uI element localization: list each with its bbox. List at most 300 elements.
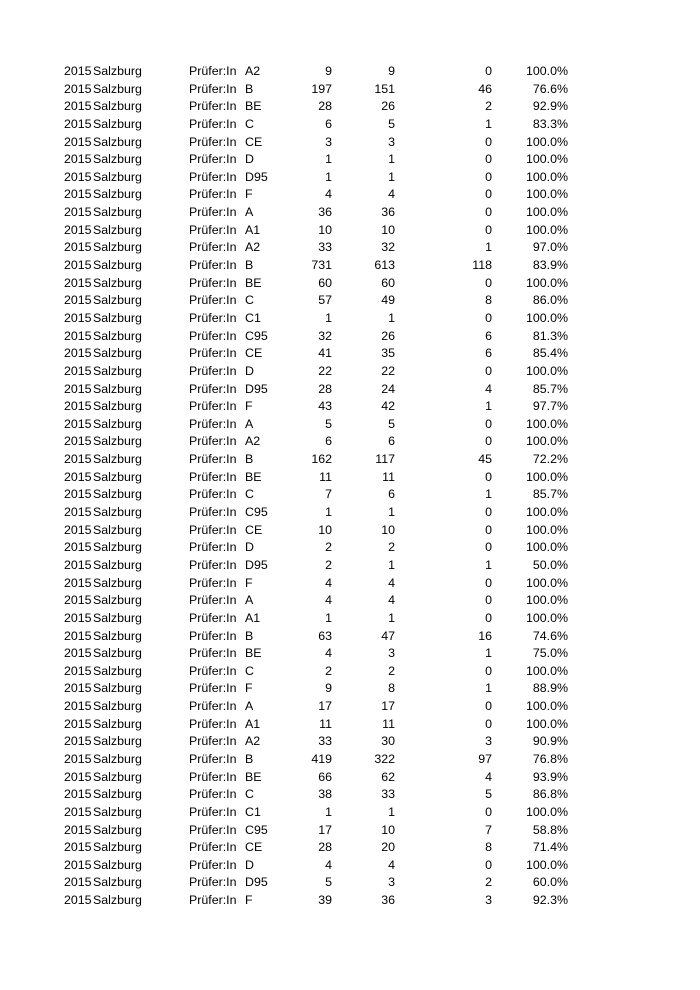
table-row	[0, 892, 700, 910]
total-count-cell: 63	[318, 628, 332, 643]
license-class-cell: D95	[245, 875, 268, 890]
table-row	[0, 204, 700, 222]
passed-count-cell: 1	[388, 152, 395, 167]
city-cell: Salzburg	[93, 205, 142, 220]
examiner-cell: Prüfer:In	[189, 416, 237, 431]
table-row	[0, 151, 700, 169]
pass-rate-cell: 100.0%	[525, 275, 568, 290]
pass-rate-cell: 58.8%	[532, 822, 568, 837]
city-cell: Salzburg	[93, 187, 142, 202]
passed-count-cell: 1	[388, 505, 395, 520]
passed-count-cell: 4	[388, 593, 395, 608]
year-cell: 2015	[64, 469, 92, 484]
passed-count-cell: 6	[388, 487, 395, 502]
failed-count-cell: 0	[485, 505, 492, 520]
pass-rate-cell: 100.0%	[525, 857, 568, 872]
passed-count-cell: 5	[388, 116, 395, 131]
table-row	[0, 186, 700, 204]
license-class-cell: BE	[245, 769, 262, 784]
table-row	[0, 169, 700, 187]
total-count-cell: 36	[318, 205, 332, 220]
examiner-cell: Prüfer:In	[189, 99, 237, 114]
city-cell: Salzburg	[93, 804, 142, 819]
passed-count-cell: 26	[381, 99, 395, 114]
year-cell: 2015	[64, 804, 92, 819]
year-cell: 2015	[64, 628, 92, 643]
pass-rate-cell: 85.7%	[532, 381, 568, 396]
pass-rate-cell: 72.2%	[532, 452, 568, 467]
examiner-cell: Prüfer:In	[189, 469, 237, 484]
year-cell: 2015	[64, 734, 92, 749]
failed-count-cell: 0	[485, 64, 492, 78]
city-cell: Salzburg	[93, 522, 142, 537]
table-row	[0, 310, 700, 328]
table-row	[0, 874, 700, 892]
failed-count-cell: 0	[485, 275, 492, 290]
examiner-cell: Prüfer:In	[189, 399, 237, 414]
city-cell: Salzburg	[93, 275, 142, 290]
pass-rate-cell: 100.0%	[525, 434, 568, 449]
year-cell: 2015	[64, 681, 92, 696]
year-cell: 2015	[64, 293, 92, 308]
passed-count-cell: 35	[381, 346, 395, 361]
failed-count-cell: 7	[485, 822, 492, 837]
failed-count-cell: 97	[478, 751, 492, 766]
failed-count-cell: 5	[485, 787, 492, 802]
total-count-cell: 43	[318, 399, 332, 414]
total-count-cell: 10	[318, 522, 332, 537]
pass-rate-cell: 50.0%	[532, 557, 568, 572]
pass-rate-cell: 100.0%	[525, 610, 568, 625]
total-count-cell: 3	[325, 134, 332, 149]
license-class-cell: D95	[245, 381, 268, 396]
year-cell: 2015	[64, 751, 92, 766]
license-class-cell: F	[245, 575, 253, 590]
total-count-cell: 2	[325, 663, 332, 678]
pass-rate-cell: 92.9%	[532, 99, 568, 114]
failed-count-cell: 1	[485, 681, 492, 696]
pass-rate-cell: 86.0%	[532, 293, 568, 308]
total-count-cell: 10	[318, 222, 332, 237]
year-cell: 2015	[64, 346, 92, 361]
license-class-cell: C95	[245, 505, 268, 520]
examiner-cell: Prüfer:In	[189, 769, 237, 784]
examiner-cell: Prüfer:In	[189, 840, 237, 855]
table-row	[0, 222, 700, 240]
total-count-cell: 6	[325, 116, 332, 131]
license-class-cell: A2	[245, 734, 261, 749]
passed-count-cell: 4	[388, 857, 395, 872]
year-cell: 2015	[64, 557, 92, 572]
city-cell: Salzburg	[93, 593, 142, 608]
examiner-cell: Prüfer:In	[189, 258, 237, 273]
year-cell: 2015	[64, 593, 92, 608]
license-class-cell: CE	[245, 840, 263, 855]
failed-count-cell: 46	[478, 81, 492, 96]
failed-count-cell: 0	[485, 522, 492, 537]
license-class-cell: B	[245, 452, 254, 467]
examiner-cell: Prüfer:In	[189, 452, 237, 467]
year-cell: 2015	[64, 152, 92, 167]
table-row	[0, 680, 700, 698]
failed-count-cell: 6	[485, 346, 492, 361]
examiner-cell: Prüfer:In	[189, 240, 237, 255]
examiner-cell: Prüfer:In	[189, 787, 237, 802]
table-row	[0, 398, 700, 416]
pass-rate-cell: 81.3%	[532, 328, 568, 343]
examiner-cell: Prüfer:In	[189, 116, 237, 131]
city-cell: Salzburg	[93, 116, 142, 131]
table-row	[0, 698, 700, 716]
table-row	[0, 63, 700, 81]
table-row	[0, 257, 700, 275]
year-cell: 2015	[64, 610, 92, 625]
table-row	[0, 363, 700, 381]
license-class-cell: B	[245, 258, 254, 273]
pass-rate-cell: 71.4%	[532, 840, 568, 855]
license-class-cell: A2	[245, 240, 261, 255]
year-cell: 2015	[64, 310, 92, 325]
license-class-cell: A	[245, 205, 254, 220]
license-class-cell: A1	[245, 716, 261, 731]
examiner-cell: Prüfer:In	[189, 751, 237, 766]
total-count-cell: 5	[325, 875, 332, 890]
license-class-cell: C	[245, 663, 254, 678]
total-count-cell: 419	[311, 751, 332, 766]
passed-count-cell: 117	[375, 452, 395, 467]
table-row	[0, 292, 700, 310]
failed-count-cell: 0	[485, 469, 492, 484]
license-class-cell: F	[245, 187, 253, 202]
examiner-cell: Prüfer:In	[189, 681, 237, 696]
table-row	[0, 575, 700, 593]
pass-rate-cell: 97.7%	[532, 399, 568, 414]
city-cell: Salzburg	[93, 152, 142, 167]
license-class-cell: C	[245, 116, 254, 131]
license-class-cell: D	[245, 857, 254, 872]
total-count-cell: 1	[325, 804, 332, 819]
failed-count-cell: 6	[485, 328, 492, 343]
year-cell: 2015	[64, 134, 92, 149]
failed-count-cell: 1	[485, 116, 492, 131]
city-cell: Salzburg	[93, 575, 142, 590]
examiner-cell: Prüfer:In	[189, 293, 237, 308]
pass-rate-cell: 100.0%	[525, 593, 568, 608]
examiner-cell: Prüfer:In	[189, 734, 237, 749]
examiner-cell: Prüfer:In	[189, 663, 237, 678]
city-cell: Salzburg	[93, 875, 142, 890]
failed-count-cell: 0	[485, 804, 492, 819]
total-count-cell: 1	[325, 310, 332, 325]
license-class-cell: A	[245, 593, 254, 608]
table-row	[0, 645, 700, 663]
examiner-cell: Prüfer:In	[189, 857, 237, 872]
examiner-cell: Prüfer:In	[189, 575, 237, 590]
table-row	[0, 557, 700, 575]
pass-rate-cell: 60.0%	[532, 875, 568, 890]
license-class-cell: A	[245, 416, 254, 431]
failed-count-cell: 1	[485, 399, 492, 414]
failed-count-cell: 16	[478, 628, 492, 643]
examiner-cell: Prüfer:In	[189, 310, 237, 325]
failed-count-cell: 0	[485, 699, 492, 714]
pass-rate-cell: 100.0%	[525, 222, 568, 237]
total-count-cell: 1	[325, 152, 332, 167]
failed-count-cell: 8	[485, 840, 492, 855]
license-class-cell: F	[245, 893, 253, 908]
total-count-cell: 1	[325, 505, 332, 520]
failed-count-cell: 45	[478, 452, 492, 467]
table-row	[0, 804, 700, 822]
city-cell: Salzburg	[93, 310, 142, 325]
city-cell: Salzburg	[93, 346, 142, 361]
city-cell: Salzburg	[93, 416, 142, 431]
year-cell: 2015	[64, 522, 92, 537]
year-cell: 2015	[64, 399, 92, 414]
table-row	[0, 733, 700, 751]
license-class-cell: A2	[245, 434, 261, 449]
failed-count-cell: 0	[485, 434, 492, 449]
year-cell: 2015	[64, 363, 92, 378]
year-cell: 2015	[64, 240, 92, 255]
license-class-cell: A1	[245, 222, 261, 237]
table-row	[0, 81, 700, 99]
examiner-cell: Prüfer:In	[189, 205, 237, 220]
table-row	[0, 786, 700, 804]
table-row	[0, 539, 700, 557]
year-cell: 2015	[64, 222, 92, 237]
failed-count-cell: 0	[485, 187, 492, 202]
license-class-cell: D	[245, 152, 254, 167]
total-count-cell: 28	[318, 840, 332, 855]
total-count-cell: 4	[325, 593, 332, 608]
total-count-cell: 2	[325, 557, 332, 572]
city-cell: Salzburg	[93, 734, 142, 749]
passed-count-cell: 26	[381, 328, 395, 343]
city-cell: Salzburg	[93, 487, 142, 502]
city-cell: Salzburg	[93, 81, 142, 96]
city-cell: Salzburg	[93, 505, 142, 520]
year-cell: 2015	[64, 205, 92, 220]
pass-rate-cell: 100.0%	[525, 469, 568, 484]
passed-count-cell: 1	[388, 310, 395, 325]
passed-count-cell: 11	[382, 716, 395, 731]
total-count-cell: 28	[318, 381, 332, 396]
pass-rate-cell: 75.0%	[532, 646, 568, 661]
year-cell: 2015	[64, 540, 92, 555]
license-class-cell: A	[245, 699, 254, 714]
passed-count-cell: 151	[374, 81, 395, 96]
pass-rate-cell: 97.0%	[532, 240, 568, 255]
license-class-cell: BE	[245, 99, 262, 114]
passed-count-cell: 5	[388, 416, 395, 431]
examiner-cell: Prüfer:In	[189, 875, 237, 890]
failed-count-cell: 1	[485, 557, 492, 572]
examiner-cell: Prüfer:In	[189, 134, 237, 149]
city-cell: Salzburg	[93, 681, 142, 696]
total-count-cell: 1	[325, 169, 332, 184]
failed-count-cell: 0	[485, 610, 492, 625]
examiner-cell: Prüfer:In	[189, 187, 237, 202]
passed-count-cell: 36	[381, 893, 395, 908]
license-class-cell: C1	[245, 310, 261, 325]
city-cell: Salzburg	[93, 293, 142, 308]
city-cell: Salzburg	[93, 434, 142, 449]
pass-rate-cell: 74.6%	[532, 628, 568, 643]
license-class-cell: F	[245, 681, 253, 696]
passed-count-cell: 1	[388, 169, 395, 184]
city-cell: Salzburg	[93, 258, 142, 273]
passed-count-cell: 8	[388, 681, 395, 696]
city-cell: Salzburg	[93, 893, 142, 908]
examiner-cell: Prüfer:In	[189, 822, 237, 837]
examiner-cell: Prüfer:In	[189, 804, 237, 819]
city-cell: Salzburg	[93, 857, 142, 872]
city-cell: Salzburg	[93, 469, 142, 484]
examiner-cell: Prüfer:In	[189, 628, 237, 643]
table-row	[0, 381, 700, 399]
license-class-cell: A1	[245, 610, 261, 625]
examiner-cell: Prüfer:In	[189, 363, 237, 378]
total-count-cell: 38	[318, 787, 332, 802]
failed-count-cell: 0	[485, 363, 492, 378]
year-cell: 2015	[64, 487, 92, 502]
license-class-cell: BE	[245, 469, 262, 484]
failed-count-cell: 0	[485, 134, 492, 149]
failed-count-cell: 1	[485, 487, 492, 502]
total-count-cell: 731	[311, 258, 332, 273]
examiner-cell: Prüfer:In	[189, 275, 237, 290]
year-cell: 2015	[64, 646, 92, 661]
examiner-cell: Prüfer:In	[189, 557, 237, 572]
examiner-cell: Prüfer:In	[189, 169, 237, 184]
license-class-cell: C	[245, 293, 254, 308]
license-class-cell: C1	[245, 804, 261, 819]
total-count-cell: 66	[318, 769, 332, 784]
failed-count-cell: 0	[485, 540, 492, 555]
examiner-cell: Prüfer:In	[189, 893, 237, 908]
total-count-cell: 4	[325, 187, 332, 202]
failed-count-cell: 2	[485, 875, 492, 890]
examiner-cell: Prüfer:In	[189, 487, 237, 502]
table-row	[0, 433, 700, 451]
city-cell: Salzburg	[93, 787, 142, 802]
examiner-cell: Prüfer:In	[189, 152, 237, 167]
license-class-cell: C	[245, 487, 254, 502]
license-class-cell: D95	[245, 557, 268, 572]
city-cell: Salzburg	[93, 399, 142, 414]
year-cell: 2015	[64, 575, 92, 590]
pass-rate-cell: 100.0%	[525, 416, 568, 431]
total-count-cell: 11	[319, 716, 332, 731]
passed-count-cell: 613	[374, 258, 395, 273]
passed-count-cell: 10	[381, 822, 395, 837]
license-class-cell: BE	[245, 275, 262, 290]
failed-count-cell: 0	[485, 222, 492, 237]
city-cell: Salzburg	[93, 134, 142, 149]
license-class-cell: B	[245, 751, 254, 766]
table-row	[0, 769, 700, 787]
year-cell: 2015	[64, 169, 92, 184]
total-count-cell: 39	[318, 893, 332, 908]
passed-count-cell: 22	[381, 363, 395, 378]
pass-rate-cell: 85.4%	[532, 346, 568, 361]
total-count-cell: 33	[318, 734, 332, 749]
failed-count-cell: 3	[485, 734, 492, 749]
city-cell: Salzburg	[93, 557, 142, 572]
total-count-cell: 41	[318, 346, 332, 361]
city-cell: Salzburg	[93, 769, 142, 784]
pass-rate-cell: 83.3%	[532, 116, 568, 131]
total-count-cell: 57	[318, 293, 332, 308]
year-cell: 2015	[64, 99, 92, 114]
examiner-cell: Prüfer:In	[189, 646, 237, 661]
year-cell: 2015	[64, 787, 92, 802]
year-cell: 2015	[64, 875, 92, 890]
license-class-cell: C95	[245, 328, 268, 343]
table-row	[0, 239, 700, 257]
year-cell: 2015	[64, 822, 92, 837]
examiner-cell: Prüfer:In	[189, 434, 237, 449]
pass-rate-cell: 100.0%	[525, 169, 568, 184]
passed-count-cell: 9	[388, 64, 395, 78]
year-cell: 2015	[64, 187, 92, 202]
pass-rate-cell: 93.9%	[532, 769, 568, 784]
pass-rate-cell: 100.0%	[525, 716, 568, 731]
total-count-cell: 1	[325, 610, 332, 625]
pass-rate-cell: 100.0%	[525, 152, 568, 167]
total-count-cell: 162	[311, 452, 332, 467]
license-class-cell: C	[245, 787, 254, 802]
pass-rate-cell: 100.0%	[525, 540, 568, 555]
examiner-cell: Prüfer:In	[189, 346, 237, 361]
year-cell: 2015	[64, 116, 92, 131]
license-class-cell: C95	[245, 822, 268, 837]
license-class-cell: CE	[245, 134, 263, 149]
total-count-cell: 11	[319, 469, 332, 484]
passed-count-cell: 4	[388, 187, 395, 202]
pass-rate-cell: 76.8%	[532, 751, 568, 766]
license-class-cell: D95	[245, 169, 268, 184]
table-row	[0, 716, 700, 734]
total-count-cell: 197	[311, 81, 332, 96]
license-class-cell: B	[245, 81, 254, 96]
table-row	[0, 134, 700, 152]
passed-count-cell: 17	[381, 699, 395, 714]
passed-count-cell: 4	[388, 575, 395, 590]
year-cell: 2015	[64, 769, 92, 784]
pass-rate-cell: 100.0%	[525, 699, 568, 714]
table-row	[0, 328, 700, 346]
year-cell: 2015	[64, 381, 92, 396]
failed-count-cell: 0	[485, 205, 492, 220]
year-cell: 2015	[64, 434, 92, 449]
pass-rate-cell: 100.0%	[525, 187, 568, 202]
examiner-cell: Prüfer:In	[189, 716, 237, 731]
city-cell: Salzburg	[93, 751, 142, 766]
pass-rate-cell: 100.0%	[525, 134, 568, 149]
table-row	[0, 839, 700, 857]
total-count-cell: 9	[325, 64, 332, 78]
failed-count-cell: 0	[485, 416, 492, 431]
passed-count-cell: 322	[374, 751, 395, 766]
pass-rate-cell: 100.0%	[525, 310, 568, 325]
passed-count-cell: 1	[388, 610, 395, 625]
year-cell: 2015	[64, 81, 92, 96]
license-class-cell: CE	[245, 522, 263, 537]
total-count-cell: 6	[325, 434, 332, 449]
license-class-cell: CE	[245, 346, 263, 361]
